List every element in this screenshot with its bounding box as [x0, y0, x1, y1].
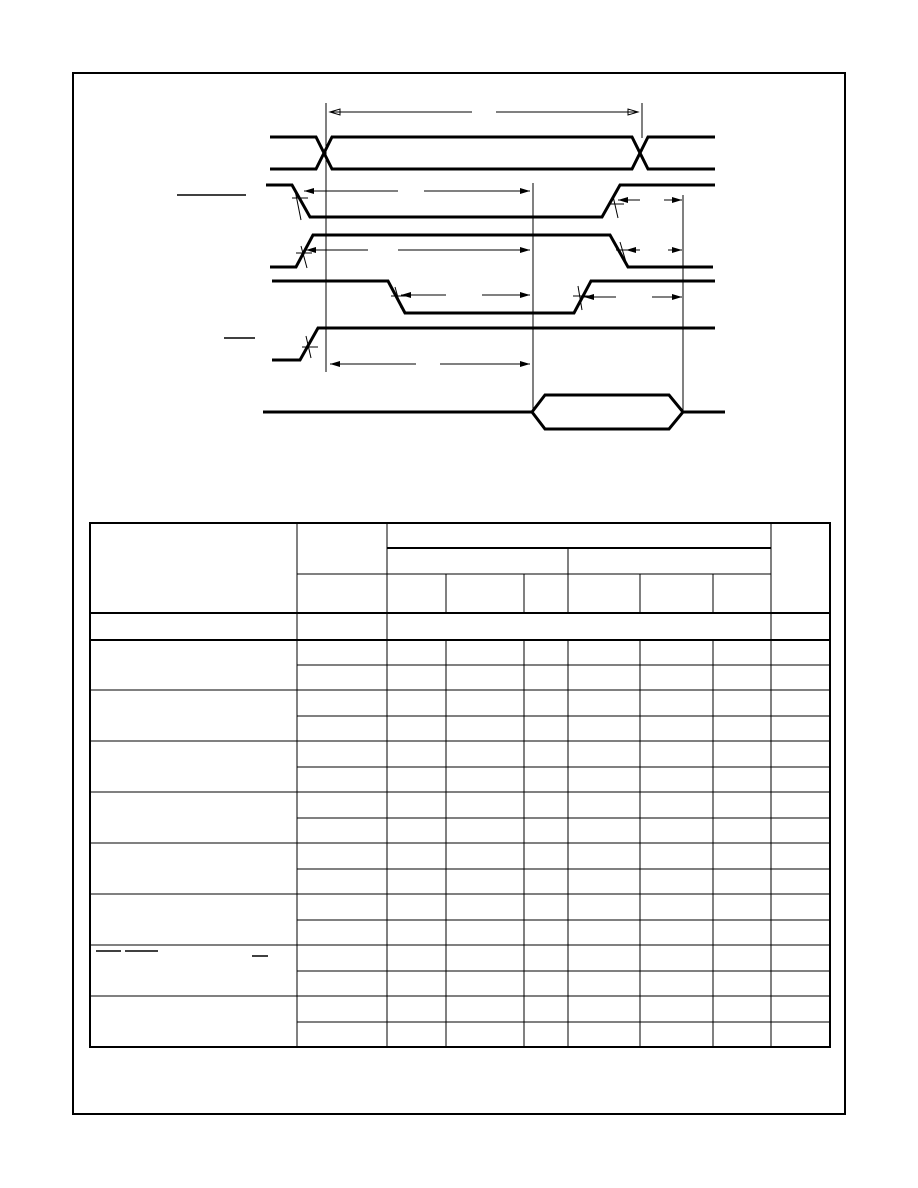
table-header — [90, 523, 830, 1047]
table-border — [90, 523, 830, 1047]
table-row-groups — [90, 690, 830, 996]
row7-overlines — [96, 951, 268, 956]
